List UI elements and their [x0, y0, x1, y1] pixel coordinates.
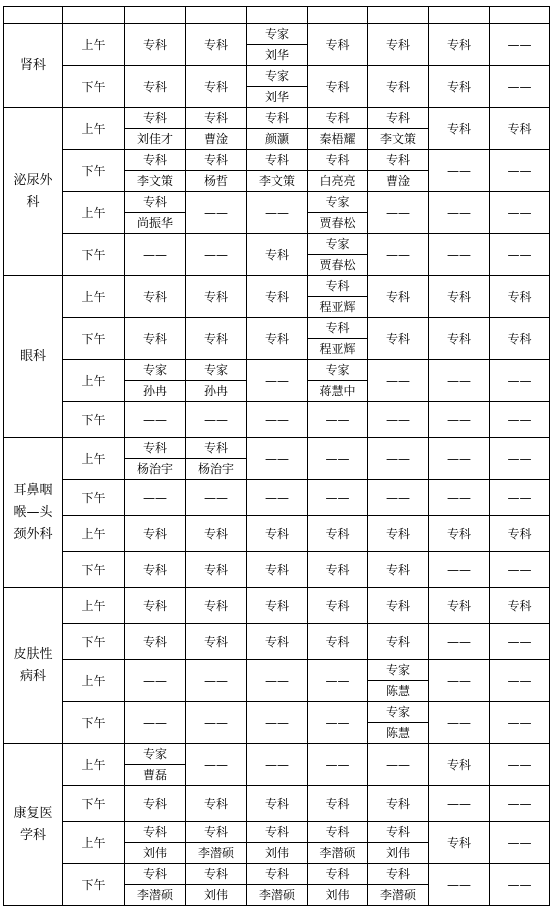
schedule-cell	[308, 234, 368, 276]
schedule-cell	[308, 318, 368, 360]
header-cell	[247, 7, 308, 24]
schedule-cell: 专科	[247, 588, 308, 624]
schedule-cell	[125, 822, 186, 864]
department-cell	[4, 744, 63, 906]
schedule-cell	[308, 150, 368, 192]
session-label: 下午	[63, 786, 125, 822]
session-label: 下午	[63, 480, 125, 516]
schedule-cell: ——	[490, 744, 550, 786]
clinic-type: 专家	[125, 360, 185, 381]
schedule-cell	[308, 276, 368, 318]
department-name: 病科	[19, 668, 46, 684]
schedule-cell: ——	[490, 702, 550, 744]
clinic-type: 专科	[368, 150, 428, 171]
doctor-name: 曹淦	[385, 174, 410, 188]
schedule-cell	[247, 150, 308, 192]
doctor-name: 李文策	[136, 174, 173, 188]
doctor-name: 李文策	[379, 132, 416, 146]
schedule-cell: ——	[125, 402, 186, 438]
table-row	[4, 24, 550, 66]
schedule-cell: 专科	[308, 24, 368, 66]
schedule-cell: ——	[368, 192, 429, 234]
schedule-cell: ——	[125, 660, 186, 702]
schedule-cell	[308, 360, 368, 402]
schedule-cell: 专科	[186, 552, 247, 588]
clinic-type: 专科	[125, 864, 185, 885]
table-row	[4, 276, 550, 318]
schedule-cell: ——	[429, 234, 490, 276]
schedule-cell: ——	[429, 786, 490, 822]
schedule-cell: ——	[247, 660, 308, 702]
session-label: 下午	[63, 318, 125, 360]
schedule-cell	[125, 150, 186, 192]
schedule-cell: ——	[429, 552, 490, 588]
table-row	[4, 360, 550, 402]
table-row	[4, 318, 550, 360]
schedule-cell: 专科	[429, 108, 490, 150]
schedule-cell	[247, 24, 308, 66]
schedule-cell: ——	[186, 702, 247, 744]
session-label: 上午	[63, 516, 125, 552]
table-row	[4, 786, 550, 822]
table-row	[4, 588, 550, 624]
clinic-type: 专科	[368, 108, 428, 129]
schedule-cell	[247, 822, 308, 864]
doctor-name: 李潜硕	[319, 846, 356, 860]
schedule-cell: 专科	[368, 516, 429, 552]
schedule-cell: ——	[429, 480, 490, 516]
schedule-cell: ——	[490, 402, 550, 438]
schedule-cell: 专科	[186, 786, 247, 822]
department-name: 皮肤性	[13, 646, 53, 662]
doctor-name: 程亚辉	[319, 342, 356, 356]
schedule-cell: ——	[186, 480, 247, 516]
header-cell	[63, 7, 125, 24]
doctor-name: 李潜硕	[197, 846, 234, 860]
doctor-name: 程亚辉	[319, 300, 356, 314]
session-label: 上午	[63, 660, 125, 702]
doctor-name: 李潜硕	[136, 888, 173, 902]
doctor-name: 杨治宇	[136, 462, 173, 476]
schedule-cell: 专科	[247, 234, 308, 276]
schedule-cell	[368, 822, 429, 864]
schedule-cell: 专科	[490, 108, 550, 150]
clinic-type: 专家	[247, 24, 307, 45]
table-row	[4, 150, 550, 192]
schedule-cell: 专科	[490, 588, 550, 624]
schedule-cell: ——	[368, 438, 429, 480]
schedule-body	[4, 7, 550, 906]
table-row	[4, 660, 550, 702]
table-row	[4, 108, 550, 150]
schedule-cell: ——	[247, 702, 308, 744]
schedule-cell: 专科	[368, 624, 429, 660]
schedule-cell: 专科	[429, 276, 490, 318]
schedule-cell: ——	[429, 360, 490, 402]
header-row	[4, 7, 550, 24]
table-row	[4, 66, 550, 108]
schedule-cell: ——	[429, 150, 490, 192]
department-name: 喉—头	[13, 504, 53, 520]
header-cell	[4, 7, 63, 24]
schedule-cell: 专科	[308, 516, 368, 552]
session-label: 上午	[63, 360, 125, 402]
doctor-name: 刘佳才	[136, 132, 173, 146]
schedule-cell: 专科	[368, 786, 429, 822]
clinic-type: 专家	[247, 66, 307, 87]
schedule-cell: 专科	[125, 276, 186, 318]
schedule-cell: 专科	[429, 516, 490, 552]
schedule-cell: ——	[429, 624, 490, 660]
doctor-name: 刘伟	[203, 888, 228, 902]
doctor-name: 孙冉	[142, 384, 167, 398]
table-row	[4, 864, 550, 906]
header-cell	[125, 7, 186, 24]
clinic-type: 专家	[368, 660, 428, 681]
table-row	[4, 480, 550, 516]
session-label: 下午	[63, 624, 125, 660]
schedule-cell: ——	[125, 234, 186, 276]
session-label: 下午	[63, 150, 125, 192]
doctor-name: 贾春松	[319, 258, 356, 272]
schedule-cell: ——	[490, 786, 550, 822]
session-label: 上午	[63, 744, 125, 786]
schedule-cell	[125, 438, 186, 480]
table-row	[4, 516, 550, 552]
doctor-name: 刘伟	[264, 846, 289, 860]
department-cell	[4, 276, 63, 438]
schedule-cell	[125, 108, 186, 150]
schedule-cell: 专科	[125, 24, 186, 66]
schedule-cell: 专科	[490, 276, 550, 318]
department-name: 耳鼻咽	[13, 482, 53, 498]
clinic-type: 专科	[186, 108, 246, 129]
schedule-cell	[125, 192, 186, 234]
schedule-cell	[186, 864, 247, 906]
schedule-cell: 专科	[186, 276, 247, 318]
clinic-type: 专科	[125, 150, 185, 171]
doctor-name: 曹淦	[203, 132, 228, 146]
schedule-cell	[125, 360, 186, 402]
schedule-cell	[368, 660, 429, 702]
clinic-type: 专科	[308, 864, 367, 885]
schedule-cell: ——	[247, 360, 308, 402]
schedule-cell: ——	[125, 480, 186, 516]
schedule-cell: 专科	[429, 24, 490, 66]
department-name: 康复医	[13, 805, 53, 821]
schedule-cell: ——	[490, 24, 550, 66]
schedule-table	[3, 6, 550, 906]
schedule-cell: ——	[186, 744, 247, 786]
schedule-cell: 专科	[247, 516, 308, 552]
schedule-cell: ——	[186, 192, 247, 234]
schedule-cell: ——	[429, 702, 490, 744]
schedule-cell: ——	[247, 744, 308, 786]
schedule-cell: 专科	[429, 66, 490, 108]
schedule-cell: 专科	[186, 624, 247, 660]
doctor-name: 秦梧耀	[319, 132, 356, 146]
schedule-cell: 专科	[186, 24, 247, 66]
schedule-cell	[308, 864, 368, 906]
clinic-type: 专科	[308, 150, 367, 171]
session-label: 上午	[63, 108, 125, 150]
header-cell	[429, 7, 490, 24]
clinic-type: 专科	[125, 438, 185, 459]
session-label: 下午	[63, 702, 125, 744]
schedule-cell: ——	[490, 150, 550, 192]
clinic-type: 专科	[125, 192, 185, 213]
schedule-cell: 专科	[125, 552, 186, 588]
department-cell	[4, 588, 63, 744]
schedule-cell	[186, 822, 247, 864]
schedule-cell: 专科	[247, 624, 308, 660]
table-row	[4, 234, 550, 276]
schedule-cell: ——	[308, 702, 368, 744]
table-row	[4, 552, 550, 588]
clinic-type: 专家	[308, 360, 367, 381]
schedule-cell: ——	[490, 438, 550, 480]
schedule-cell: ——	[308, 660, 368, 702]
doctor-name: 刘伟	[142, 846, 167, 860]
doctor-name: 白亮亮	[319, 174, 356, 188]
clinic-type: 专科	[186, 864, 246, 885]
session-label: 下午	[63, 234, 125, 276]
schedule-cell: 专科	[368, 318, 429, 360]
clinic-type: 专科	[308, 822, 367, 843]
schedule-cell: 专科	[368, 552, 429, 588]
header-cell	[186, 7, 247, 24]
schedule-cell	[186, 108, 247, 150]
header-cell	[490, 7, 550, 24]
schedule-cell: 专科	[186, 66, 247, 108]
department-name: 眼科	[19, 348, 46, 364]
schedule-cell: ——	[490, 660, 550, 702]
schedule-cell: 专科	[308, 786, 368, 822]
clinic-type: 专家	[308, 192, 367, 213]
doctor-name: 贾春松	[319, 216, 356, 230]
clinic-type: 专家	[125, 744, 185, 765]
clinic-type: 专科	[368, 864, 428, 885]
schedule-cell: 专科	[125, 588, 186, 624]
schedule-cell: 专科	[247, 552, 308, 588]
schedule-cell: 专科	[368, 66, 429, 108]
schedule-cell	[125, 864, 186, 906]
schedule-cell: 专科	[186, 588, 247, 624]
header-cell	[308, 7, 368, 24]
schedule-cell: ——	[429, 402, 490, 438]
session-label: 下午	[63, 66, 125, 108]
doctor-name: 李潜硕	[258, 888, 295, 902]
schedule-cell: ——	[308, 744, 368, 786]
schedule-cell	[368, 108, 429, 150]
schedule-cell: ——	[429, 660, 490, 702]
schedule-cell: ——	[308, 402, 368, 438]
schedule-cell: 专科	[125, 516, 186, 552]
session-label: 上午	[63, 192, 125, 234]
doctor-name: 刘华	[264, 48, 289, 62]
clinic-type: 专科	[308, 276, 367, 297]
schedule-cell: ——	[368, 744, 429, 786]
schedule-cell	[186, 438, 247, 480]
table-row	[4, 438, 550, 480]
doctor-name: 曹磊	[142, 768, 167, 782]
table-row	[4, 702, 550, 744]
schedule-cell	[308, 108, 368, 150]
schedule-cell: ——	[490, 480, 550, 516]
schedule-cell: ——	[308, 480, 368, 516]
schedule-cell: 专科	[247, 276, 308, 318]
clinic-type: 专科	[247, 822, 307, 843]
schedule-cell: ——	[429, 438, 490, 480]
schedule-cell: 专科	[247, 786, 308, 822]
schedule-cell: 专科	[125, 786, 186, 822]
schedule-cell: ——	[490, 552, 550, 588]
schedule-cell: 专科	[308, 624, 368, 660]
session-label: 下午	[63, 864, 125, 906]
doctor-name: 杨治宇	[197, 462, 234, 476]
doctor-name: 陈慧	[385, 726, 410, 740]
schedule-cell: ——	[368, 402, 429, 438]
department-cell	[4, 438, 63, 588]
clinic-type: 专科	[186, 438, 246, 459]
session-label: 上午	[63, 24, 125, 66]
schedule-cell: ——	[186, 402, 247, 438]
schedule-cell: ——	[308, 438, 368, 480]
schedule-cell: 专科	[429, 318, 490, 360]
schedule-cell	[368, 150, 429, 192]
schedule-cell: ——	[429, 864, 490, 906]
schedule-cell: 专科	[308, 588, 368, 624]
session-label: 上午	[63, 588, 125, 624]
schedule-cell: ——	[247, 402, 308, 438]
schedule-cell: 专科	[490, 516, 550, 552]
schedule-cell: ——	[490, 864, 550, 906]
schedule-cell: ——	[429, 192, 490, 234]
doctor-name: 孙冉	[203, 384, 228, 398]
table-row	[4, 192, 550, 234]
schedule-cell: ——	[186, 660, 247, 702]
session-label: 下午	[63, 402, 125, 438]
clinic-type: 专家	[308, 234, 367, 255]
session-label: 上午	[63, 822, 125, 864]
schedule-cell: ——	[368, 234, 429, 276]
schedule-cell: ——	[490, 360, 550, 402]
clinic-type: 专科	[308, 108, 367, 129]
clinic-type: 专科	[247, 108, 307, 129]
schedule-cell: 专科	[368, 276, 429, 318]
schedule-cell: ——	[490, 624, 550, 660]
table-row	[4, 624, 550, 660]
session-label: 下午	[63, 552, 125, 588]
schedule-cell: ——	[368, 480, 429, 516]
schedule-cell: ——	[186, 234, 247, 276]
doctor-name: 刘华	[264, 90, 289, 104]
schedule-cell	[308, 192, 368, 234]
clinic-type: 专科	[125, 822, 185, 843]
schedule-cell: ——	[125, 702, 186, 744]
schedule-cell: 专科	[429, 744, 490, 786]
department-name: 科	[26, 194, 40, 210]
clinic-type: 专科	[247, 864, 307, 885]
schedule-cell	[186, 360, 247, 402]
clinic-type: 专科	[125, 108, 185, 129]
department-name: 肾科	[19, 57, 46, 73]
schedule-cell: ——	[490, 192, 550, 234]
department-name: 学科	[19, 827, 46, 843]
clinic-type: 专家	[186, 360, 246, 381]
schedule-cell	[247, 864, 308, 906]
clinic-type: 专科	[368, 822, 428, 843]
department-name: 颈外科	[13, 526, 53, 542]
schedule-cell: 专科	[186, 318, 247, 360]
schedule-cell: 专科	[429, 822, 490, 864]
schedule-cell: 专科	[368, 588, 429, 624]
schedule-cell: 专科	[125, 66, 186, 108]
doctor-name: 尚振华	[136, 216, 173, 230]
doctor-name: 陈慧	[385, 684, 410, 698]
schedule-cell	[125, 744, 186, 786]
doctor-name: 蒋慧中	[319, 384, 356, 398]
schedule-cell: 专科	[247, 318, 308, 360]
schedule-cell	[247, 66, 308, 108]
schedule-cell: ——	[247, 192, 308, 234]
schedule-cell: ——	[490, 822, 550, 864]
schedule-cell: ——	[368, 360, 429, 402]
clinic-type: 专家	[368, 702, 428, 723]
doctor-name: 李文策	[258, 174, 295, 188]
doctor-name: 杨哲	[203, 174, 228, 188]
department-cell	[4, 24, 63, 108]
table-row	[4, 744, 550, 786]
department-cell	[4, 108, 63, 276]
doctor-name: 刘伟	[325, 888, 350, 902]
schedule-cell: 专科	[125, 624, 186, 660]
header-cell	[368, 7, 429, 24]
doctor-name: 颜灏	[264, 132, 289, 146]
schedule-cell	[247, 108, 308, 150]
table-row	[4, 822, 550, 864]
schedule-cell: 专科	[186, 516, 247, 552]
schedule-cell: ——	[490, 234, 550, 276]
schedule-cell: 专科	[368, 24, 429, 66]
schedule-cell: ——	[247, 438, 308, 480]
schedule-cell	[308, 822, 368, 864]
department-name: 泌尿外	[13, 172, 53, 188]
schedule-cell: 专科	[429, 588, 490, 624]
session-label: 上午	[63, 276, 125, 318]
schedule-cell: 专科	[308, 66, 368, 108]
schedule-cell: 专科	[308, 552, 368, 588]
schedule-cell: ——	[490, 66, 550, 108]
schedule-cell: ——	[247, 480, 308, 516]
clinic-type: 专科	[186, 822, 246, 843]
schedule-cell	[368, 702, 429, 744]
clinic-type: 专科	[247, 150, 307, 171]
doctor-name: 李潜硕	[379, 888, 416, 902]
clinic-type: 专科	[186, 150, 246, 171]
schedule-cell	[186, 150, 247, 192]
session-label: 上午	[63, 438, 125, 480]
schedule-cell: 专科	[125, 318, 186, 360]
schedule-cell	[368, 864, 429, 906]
table-row	[4, 402, 550, 438]
schedule-cell: 专科	[490, 318, 550, 360]
clinic-type: 专科	[308, 318, 367, 339]
doctor-name: 刘伟	[385, 846, 410, 860]
